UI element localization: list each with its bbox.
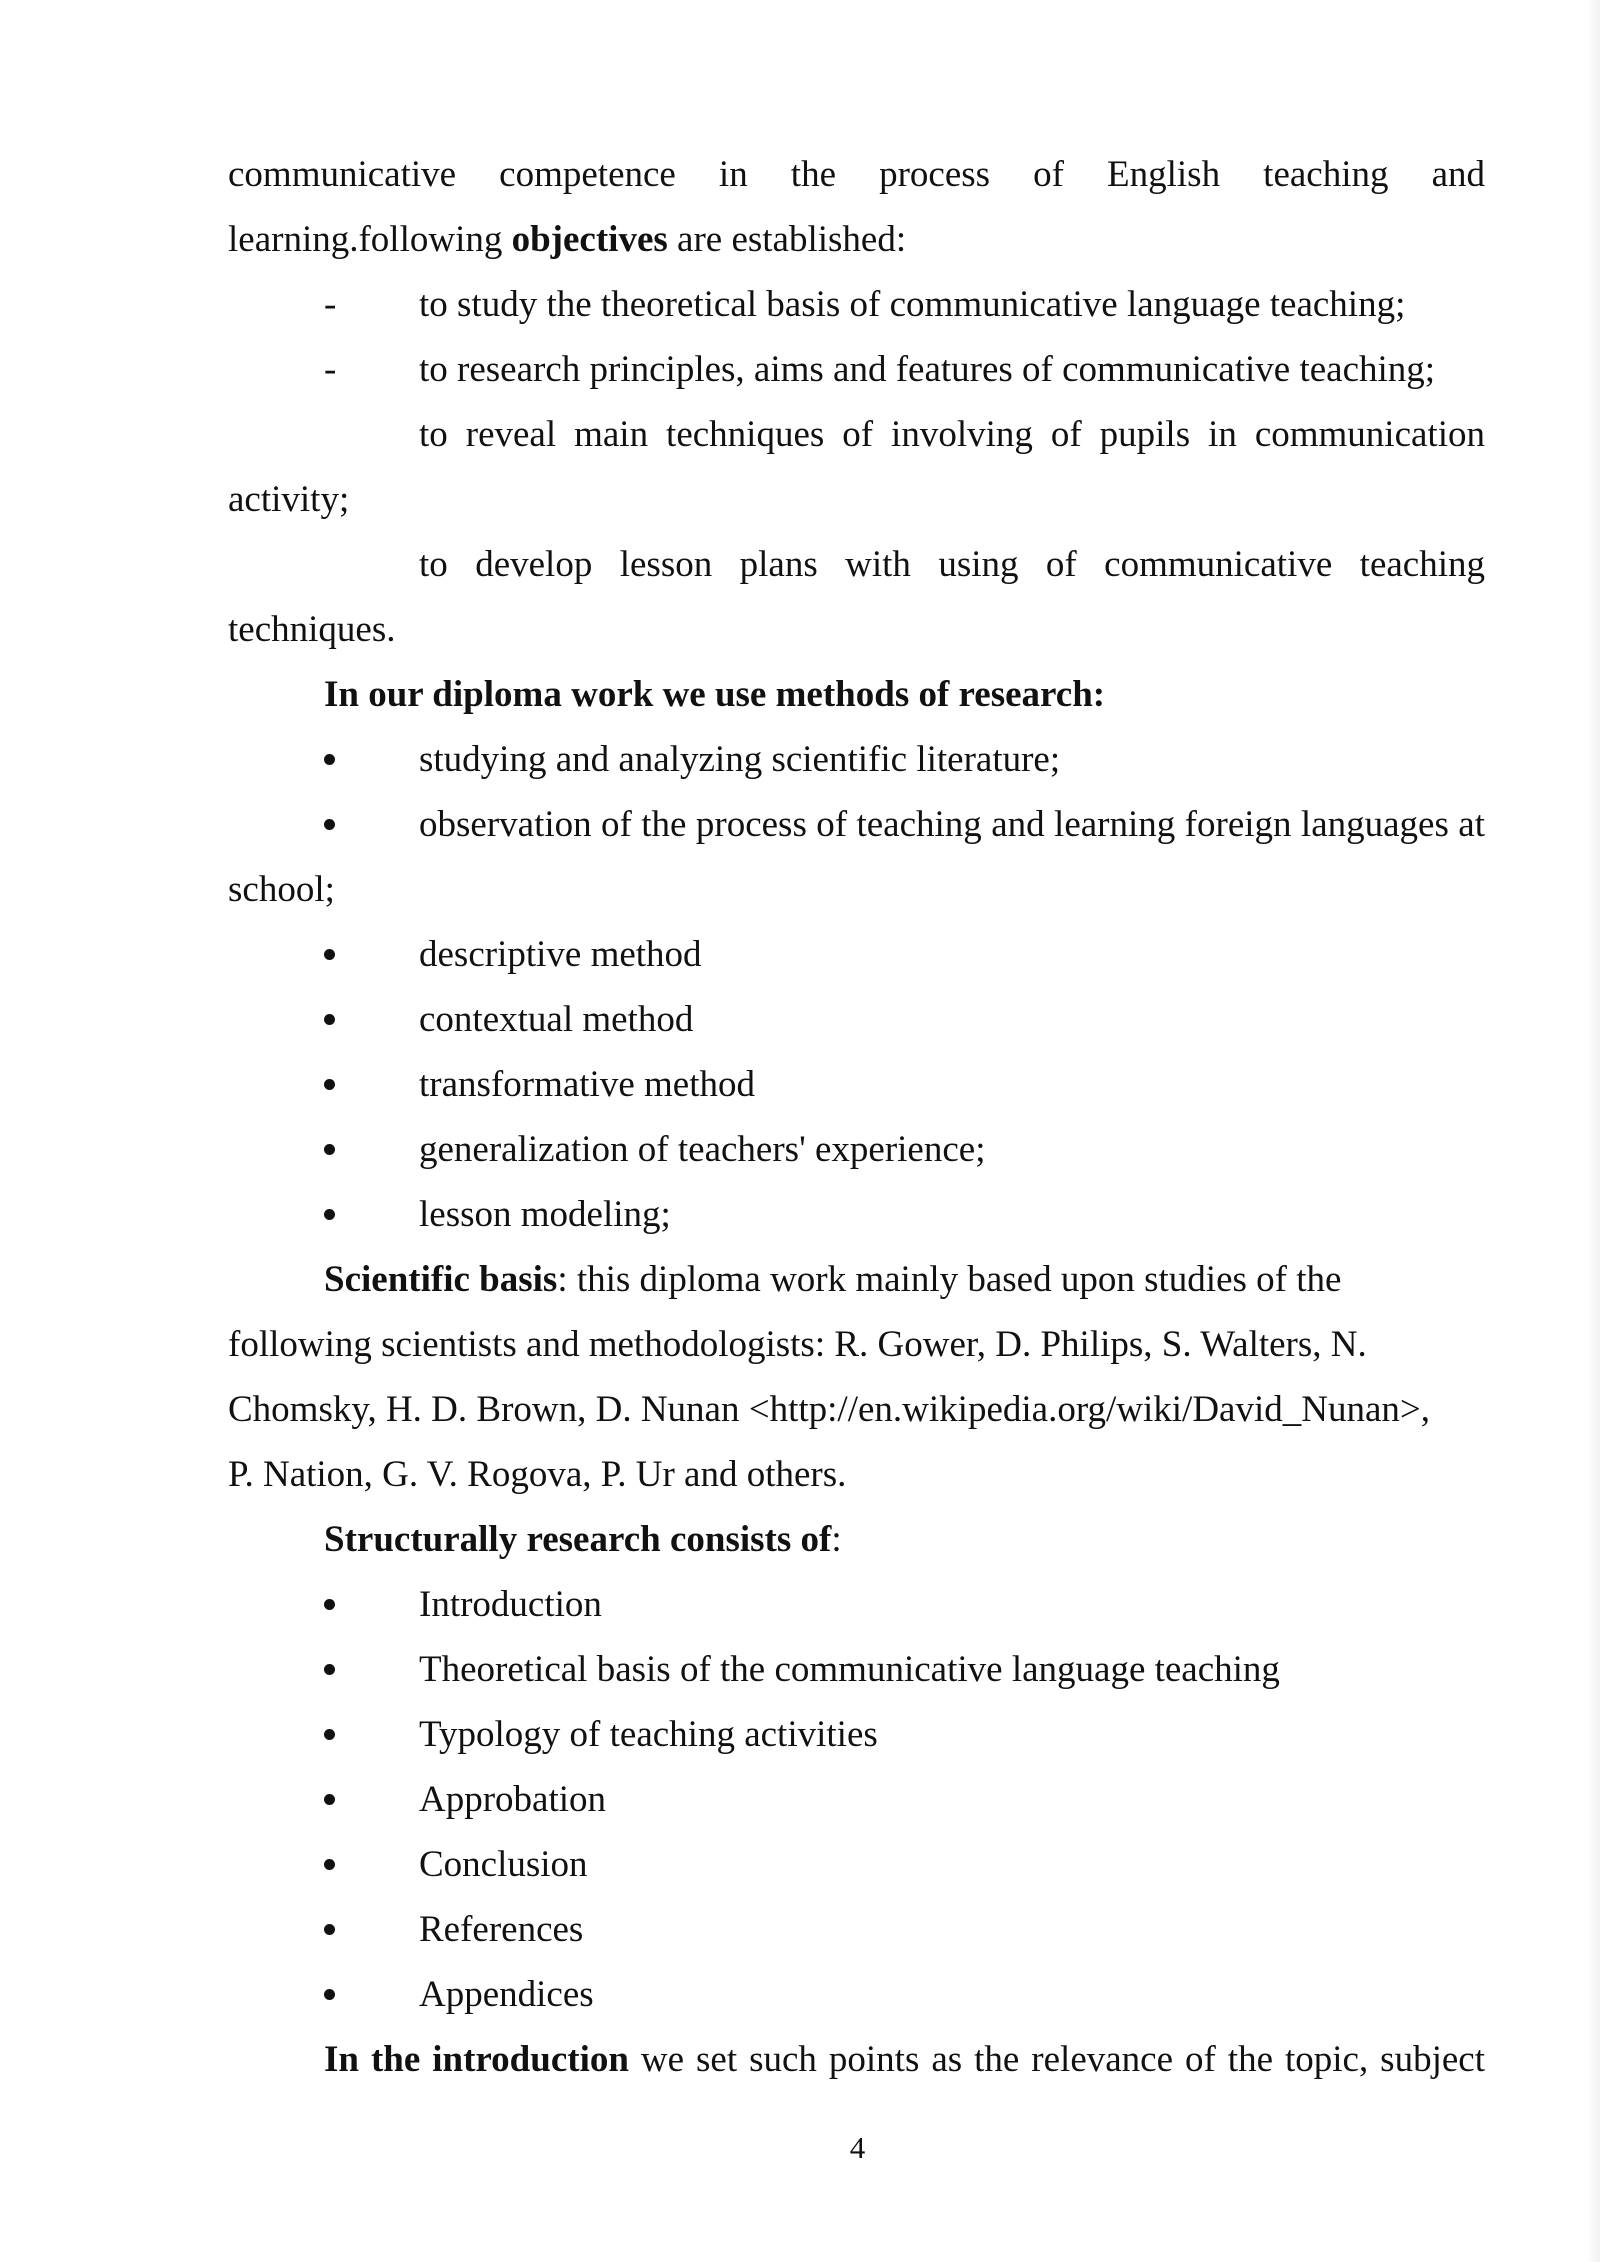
objective-item [228,532,1485,662]
objectives-list [228,272,1485,662]
scientific-basis-line: Chomsky, H. D. Brown, D. Nunan <http://en.wikipedia.org/wiki/David_Nunan>, [228,1389,1430,1430]
structure-item [228,1832,1485,1897]
method-item [228,792,1485,922]
structure-heading-colon: : [831,1519,842,1560]
method-item [228,727,1485,792]
objective-text: to research principles, aims and features of communicative teaching; [419,349,1436,390]
structure-item-text: Typology of teaching activities [419,1714,878,1755]
objectives-keyword: objectives [511,219,668,260]
opening-line-1 [228,142,1485,207]
structure-item [228,1962,1485,2027]
structure-item-text: References [419,1909,584,1950]
scientific-basis-line [228,1247,1485,1312]
bullet-icon [324,1897,364,1962]
bullet-icon [324,1572,364,1637]
structure-item [228,1897,1485,1962]
introduction-label: In the introduction [324,2039,629,2080]
bullet-icon [324,1702,364,1767]
bullet-icon [324,1117,364,1182]
introduction-text: we set such points as the relevance of the topic, subject [628,2039,1485,2080]
page-number: 4 [849,2130,866,2165]
method-text: transformative method [419,1064,755,1105]
structure-item-text: Appendices [419,1974,594,2015]
structure-heading [228,1507,1485,1572]
methods-list [228,727,1485,1247]
objective-text: to reveal main techniques of involving of pupils in communication activity; [228,414,1485,520]
method-item [228,1182,1485,1247]
method-text: observation of the process of teaching and learning foreign languages at school; [228,804,1485,910]
method-text: descriptive method [419,934,702,975]
method-item [228,922,1485,987]
methods-heading: In our diploma work we use methods of research: [324,674,1106,715]
opening-line-2 [228,207,1485,272]
page-edge-shadow [1586,0,1600,2262]
introduction-line [228,2027,1485,2092]
structure-item [228,1702,1485,1767]
structure-item-text: Approbation [419,1779,607,1820]
structure-list [228,1572,1485,2027]
opening-line-2-after: are established: [667,219,907,260]
bullet-icon [324,1767,364,1832]
bullet-icon [324,792,364,857]
objective-item [228,272,1485,337]
structure-item-text: Introduction [419,1584,602,1625]
bullet-icon [324,1052,364,1117]
method-text: lesson modeling; [419,1194,671,1235]
method-item [228,1052,1485,1117]
method-text: contextual method [419,999,694,1040]
structure-item [228,1637,1485,1702]
scientific-basis-line: P. Nation, G. V. Rogova, P. Ur and others. [228,1454,847,1495]
opening-line-1-text: communicative competence in the process of English teaching and [228,154,1485,195]
bullet-icon [324,987,364,1052]
scientific-basis-paragraph [228,1247,1485,1507]
bullet-icon [324,922,364,987]
structure-item [228,1767,1485,1832]
bullet-icon [324,1637,364,1702]
bullet-icon [324,1182,364,1247]
structure-heading-text: Structurally research consists of [324,1519,832,1560]
bullet-icon [324,1962,364,2027]
dash-marker: - [324,349,337,390]
method-text: generalization of teachers' experience; [419,1129,986,1170]
objective-text: to develop lesson plans with using of communicative teaching techniques. [228,544,1485,650]
scientific-basis-line: following scientists and methodologists: R. Gower, D. Philips, S. Walters, N. [228,1324,1367,1365]
structure-item-text: Theoretical basis of the communicative language teaching [419,1649,1280,1690]
opening-line-2-before: learning.following [228,219,512,260]
scientific-basis-label: Scientific basis [324,1259,558,1300]
bullet-icon [324,727,364,792]
objective-item [228,402,1485,532]
page-body [228,142,1485,2092]
structure-item-text: Conclusion [419,1844,588,1885]
method-text: studying and analyzing scientific literature; [419,739,1061,780]
method-item [228,987,1485,1052]
structure-item [228,1572,1485,1637]
objective-text: to study the theoretical basis of communicative language teaching; [419,284,1406,325]
dash-marker: - [324,284,337,325]
method-item [228,1117,1485,1182]
scientific-basis-text: : this diploma work mainly based upon studies of the [557,1259,1342,1300]
bullet-icon [324,1832,364,1897]
objective-item [228,337,1485,402]
